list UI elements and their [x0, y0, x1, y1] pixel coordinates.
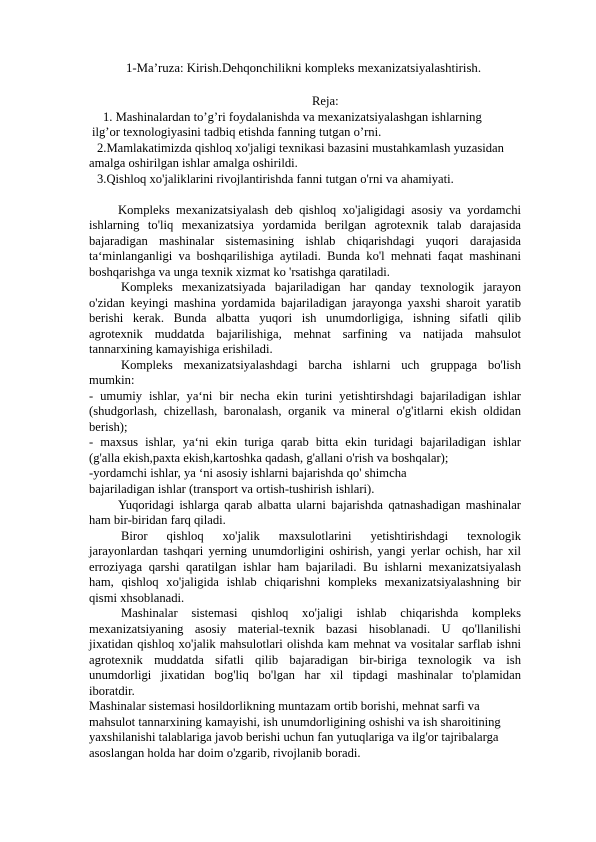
plan-heading: Reja:	[312, 94, 339, 108]
body-line: (g'alla ekish,paxta ekish,kartoshka qadash, g'allani o'rish va boshqalar);	[89, 451, 449, 465]
plan-item-1: 1. Mashinalardan to’g’ri foydalanishda va mexanizatsiyalashgan ishlarning	[103, 110, 482, 124]
body-line: bajariladigan ishlar (transport va ortish-tushirish ishlari).	[89, 482, 375, 496]
body-line: jixatidan qishloq xo'jalik mahsulotlari olishda kam mehnat va vositalar sarflab ishni	[89, 637, 521, 651]
body-line: mexanizatsiyaning asosiy material-texnik bazasi hisoblanadi. U qo'llanilishi	[89, 622, 521, 636]
body-line: agrotexnik muddatda bajarilishiga, mehnat sarfining va natijada mahsulot	[89, 327, 521, 341]
body-line: qismi xhsoblanadi.	[89, 591, 185, 605]
body-line: ta‘minlanganligi va boshqarilishiga aytiladi. Bunda ko'l mehnati faqat mashinani	[89, 249, 521, 263]
body-line: Kompleks mexanizatsiyada bajariladigan har qanday texnologik jarayon	[121, 280, 521, 294]
body-line: mahsulot tannarxining kamayishi, ish unumdorligining oshishi va ish sharoitining	[89, 715, 501, 729]
body-line: yaxshilanishi talablariga javob berishi uchun fan yutuqlariga va ilg'or tajribalarga	[89, 730, 499, 744]
body-line: ham, qishloq xo'jaligida ishlab chiqarishni kompleks mexanizatsiyalashning bir	[89, 575, 521, 589]
body-line: ham bir-biridan farq qiladi.	[89, 513, 226, 527]
body-line: berishi kerak. Bunda albatta yuqori ish unumdorligiga, ishning sifatli qilib	[89, 311, 521, 325]
plan-item-3: 3.Qishloq xo'jaliklarini rivojlantirishda fanni tutgan o'rni va ahamiyati.	[97, 172, 454, 186]
body-line: Kompleks mexanizatsiyalash deb qishloq xo'jaligidagi asosiy va yordamchi	[118, 203, 521, 217]
body-line: agrotexnik muddatda sifatli qilib bajaradigan bir-biriga texnologik va ish	[89, 653, 521, 667]
body-line: erroziyaga qarshi qaratilgan ishlar ham bajariladi. Bu ishlarni mexanizatsiyalash	[89, 560, 521, 574]
plan-item-2: 2.Mamlakatimizda qishloq xo'jaligi texnikasi bazasini mustahkamlash yuzasidan	[97, 141, 504, 155]
body-line: Mashinalar sistemasi qishloq xo'jaligi ishlab chiqarishda kompleks	[121, 606, 521, 620]
body-line: (shudgorlash, chizellash, baronalash, organik va mineral o'g'itlarni ekish oldidan	[89, 404, 521, 418]
plan-item-2-cont: amalga oshirilgan ishlar amalga oshirildi.	[89, 156, 298, 170]
body-line: tannarxining kamayishiga erishiladi.	[89, 342, 273, 356]
body-line: Kompleks mexanizatsiyalashdagi barcha ishlarni uch gruppaga bo'lish	[121, 358, 521, 372]
body-line: mumkin:	[89, 373, 135, 387]
body-line: boshqarishga va unga texnik xizmat ko 'rsatishga qaratiladi.	[89, 265, 390, 279]
list-item-auxiliary: -yordamchi ishlar, ya ‘ni asosiy ishlarni bajarishda qo' shimcha	[89, 466, 407, 480]
body-line: iboratdir.	[89, 684, 135, 698]
body-line: bajaradigan mashinalar sistemasining ishlab chiqarishdagi yuqori darajasida	[89, 234, 521, 248]
body-line: Biror qishloq xo'jalik maxsulotlarini yetishtirishdagi texnologik	[121, 529, 521, 543]
body-line: unumdorligi jixatidan bog'liq bo'lgan har xil tipdagi mashinalar to'plamidan	[89, 668, 521, 682]
lecture-title: 1-Ma’ruza: Kirish.Dehqonchilikni kompleks mexanizatsiyalashtirish.	[126, 61, 482, 75]
body-line: jarayonlardan tashqari yerning unumdorligini oshirish, yangi yerlar ochish, har xil	[89, 544, 521, 558]
body-line: o'zidan keyingi mashina yordamida bajariladigan jarayonga yaxshi sharoit yaratib	[89, 296, 521, 310]
body-line: Yuqoridagi ishlarga qarab albatta ularni bajarishda qatnashadigan mashinalar	[118, 498, 521, 512]
list-item-general: - umumiy ishlar, ya‘ni bir necha ekin turini yetishtirshdagi bajariladigan ishlar	[89, 389, 521, 403]
body-line: Mashinalar sistemasi hosildorlikning muntazam ortib borishi, mehnat sarfi va	[89, 699, 480, 713]
body-line: asoslangan holda har doim o'zgarib, rivojlanib boradi.	[89, 746, 361, 760]
body-line: berish);	[89, 420, 128, 434]
plan-item-1-cont: ilg’or texnologiyasini tadbiq etishda fanning tutgan o’rni.	[92, 125, 382, 139]
list-item-special: - maxsus ishlar, ya‘ni ekin turiga qarab bitta ekin turidagi bajariladigan ishlar	[89, 435, 521, 449]
body-line: ishlarning to'liq mexanizatsiya yordamida berilgan agrotexnik talab darajasida	[89, 218, 521, 232]
